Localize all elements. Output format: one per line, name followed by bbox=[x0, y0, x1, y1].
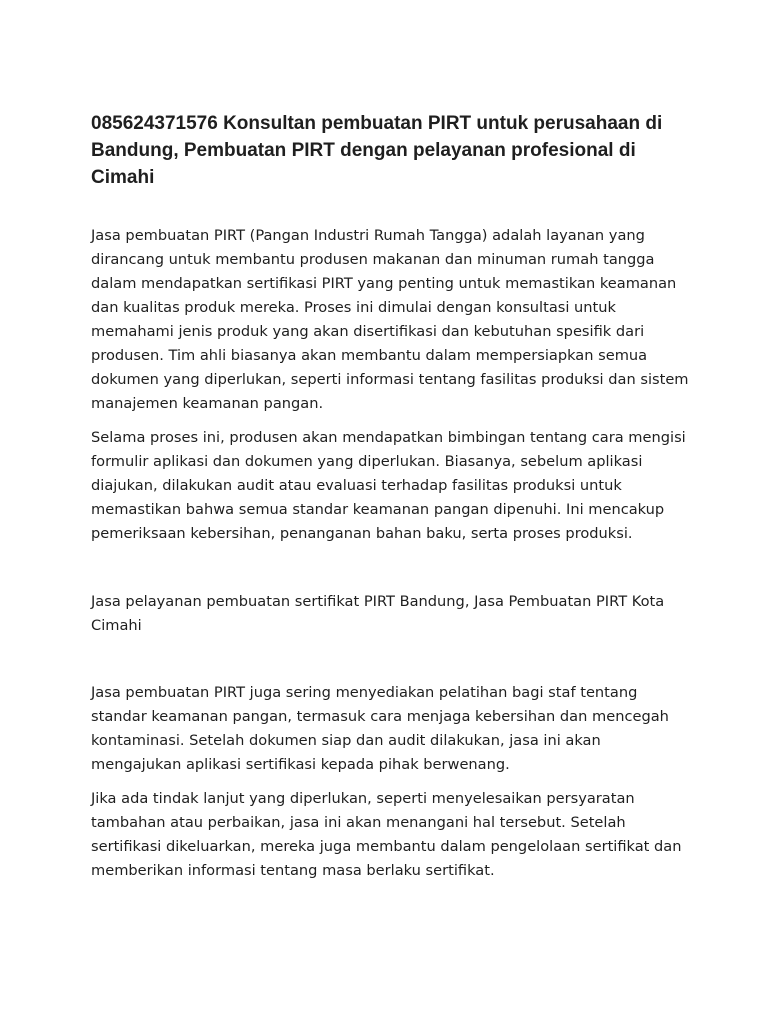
paragraph-intro: Jasa pembuatan PIRT (Pangan Industri Rumah Tangga) adalah layanan yang dirancang untuk membantu produsen makanan dan minuman rumah tangga dalam mendapatkan sertifikasi PIRT yang penting untuk memastikan keamanan dan kualitas produk mereka. Proses ini dimulai dengan konsultasi untuk memahami jenis produk yang akan disertifikasi dan kebutuhan spesifik dari produsen. Tim ahli biasanya akan membantu dalam mempersiapkan semua dokumen yang diperlukan, seperti informasi tentang fasilitas produksi dan sistem manajemen keamanan pangan. bbox=[91, 227, 689, 412]
document-title: 085624371576 Konsultan pembuatan PIRT untuk perusahaan di Bandung, Pembuatan PIRT dengan pelayanan profesional di Cimahi bbox=[91, 113, 663, 188]
paragraph-follow-up: Jika ada tindak lanjut yang diperlukan, seperti menyelesaikan persyaratan tambahan atau perbaikan, jasa ini akan menangani hal tersebut. Setelah sertifikasi dikeluarkan, mereka juga membantu dalam pengelolaan sertifikat dan memberikan informasi tentang masa berlaku sertifikat. bbox=[91, 790, 682, 879]
paragraph-process: Selama proses ini, produsen akan mendapatkan bimbingan tentang cara mengisi formulir aplikasi dan dokumen yang diperlukan. Biasanya, sebelum aplikasi diajukan, dilakukan audit atau evaluasi terhadap fasilitas produksi untuk memastikan bahwa semua standar keamanan pangan dipenuhi. Ini mencakup pemeriksaan kebersihan, penanganan bahan baku, serta proses produksi. bbox=[91, 429, 686, 542]
paragraph-training: Jasa pembuatan PIRT juga sering menyediakan pelatihan bagi staf tentang standar keamanan pangan, termasuk cara menjaga kebersihan dan mencegah kontaminasi. Setelah dokumen siap dan audit dilakukan, jasa ini akan mengajukan aplikasi sertifikasi kepada pihak berwenang. bbox=[91, 684, 669, 773]
paragraph-subheading: Jasa pelayanan pembuatan sertifikat PIRT Bandung, Jasa Pembuatan PIRT Kota Cimahi bbox=[91, 593, 665, 634]
